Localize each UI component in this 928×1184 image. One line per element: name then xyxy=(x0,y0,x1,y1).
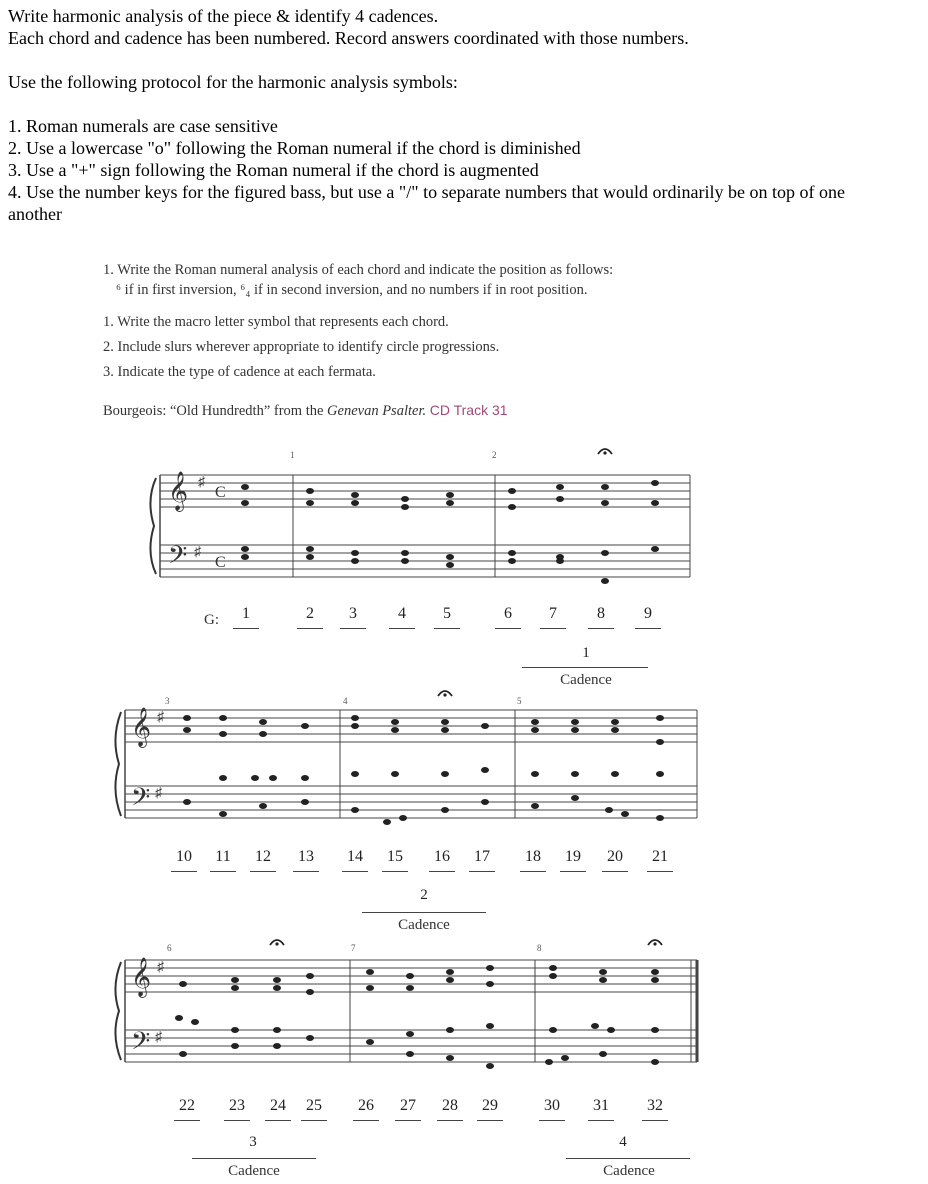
cadence-label: Cadence xyxy=(228,1163,280,1179)
cadence-blank[interactable] xyxy=(192,1158,316,1159)
chord-answer-blank[interactable] xyxy=(171,871,197,872)
svg-text:𝄞: 𝄞 xyxy=(131,707,152,747)
chord-number: 6 xyxy=(504,605,512,622)
measure-number: 2 xyxy=(492,450,497,460)
chord-answer-blank[interactable] xyxy=(382,871,408,872)
chord-answer-blank[interactable] xyxy=(539,1120,565,1121)
measure-number: 8 xyxy=(537,943,542,953)
chord-answer-blank[interactable] xyxy=(342,871,368,872)
piece-composer: Bourgeois: “Old Hundredth” from the xyxy=(103,403,324,419)
chord-answer-blank[interactable] xyxy=(353,1120,379,1121)
chord-number: 20 xyxy=(607,848,623,865)
cadence-blank[interactable] xyxy=(522,667,648,668)
protocol-rule-4: 4. Use the number keys for the figured bass, but use a "/" to separate numbers that would ordinarily be on top of one xyxy=(8,182,845,202)
chord-answer-blank[interactable] xyxy=(477,1120,503,1121)
svg-text:♯: ♯ xyxy=(155,1030,162,1045)
chord-number: 9 xyxy=(644,605,652,622)
chord-answer-blank[interactable] xyxy=(301,1120,327,1121)
svg-text:♯: ♯ xyxy=(155,786,162,801)
protocol-rule-4-continued: another xyxy=(8,204,62,224)
chord-number: 28 xyxy=(442,1097,458,1114)
chord-number: 15 xyxy=(387,848,403,865)
chord-number: 24 xyxy=(270,1097,286,1114)
chord-number: 31 xyxy=(593,1097,609,1114)
book-item-2: 2. Include slurs wherever appropriate to identify circle progressions. xyxy=(103,339,500,355)
instruction-line-1: Write harmonic analysis of the piece & identify 4 cadences. xyxy=(8,6,439,26)
piece-source: Genevan Psalter. xyxy=(327,403,427,419)
svg-text:𝄢: 𝄢 xyxy=(168,541,188,576)
chord-answer-blank[interactable] xyxy=(210,871,236,872)
svg-text:♯: ♯ xyxy=(198,475,205,490)
instruction-line-2: Each chord and cadence has been numbered. Record answers coordinated with those numbers. xyxy=(8,28,689,48)
chord-answer-blank[interactable] xyxy=(495,628,521,629)
chord-answer-blank[interactable] xyxy=(389,628,415,629)
key-label: G: xyxy=(204,612,219,628)
svg-text:♯: ♯ xyxy=(194,545,201,560)
cadence-number: 3 xyxy=(249,1134,257,1150)
cadence-blank[interactable] xyxy=(566,1158,690,1159)
svg-text:C: C xyxy=(215,484,226,501)
chord-answer-blank[interactable] xyxy=(297,628,323,629)
music-system-3 xyxy=(105,935,705,1075)
chord-number: 29 xyxy=(482,1097,498,1114)
cadence-label: Cadence xyxy=(603,1163,655,1179)
chord-answer-blank[interactable] xyxy=(340,628,366,629)
protocol-rule-2: 2. Use a lowercase "o" following the Roman numeral if the chord is diminished xyxy=(8,138,581,158)
svg-text:C: C xyxy=(215,554,226,571)
chord-answer-blank[interactable] xyxy=(434,628,460,629)
chord-answer-blank[interactable] xyxy=(429,871,455,872)
chord-answer-blank[interactable] xyxy=(560,871,586,872)
chord-number: 12 xyxy=(255,848,271,865)
cd-track: CD Track 31 xyxy=(429,402,508,418)
measure-number: 5 xyxy=(517,696,522,706)
svg-text:♯: ♯ xyxy=(157,710,164,725)
svg-text:𝄞: 𝄞 xyxy=(131,957,152,997)
chord-number: 23 xyxy=(229,1097,245,1114)
book-item-1: 1. Write the macro letter symbol that represents each chord. xyxy=(103,314,449,330)
chord-number: 7 xyxy=(549,605,557,622)
chord-number: 27 xyxy=(400,1097,416,1114)
chord-number: 10 xyxy=(176,848,192,865)
chord-answer-blank[interactable] xyxy=(250,871,276,872)
chord-number: 25 xyxy=(306,1097,322,1114)
chord-answer-blank[interactable] xyxy=(233,628,259,629)
chord-number: 13 xyxy=(298,848,314,865)
cadence-label: Cadence xyxy=(560,672,612,688)
music-system-1 xyxy=(140,440,700,590)
chord-answer-blank[interactable] xyxy=(174,1120,200,1121)
book-item-3: 3. Indicate the type of cadence at each fermata. xyxy=(103,364,376,380)
chord-number: 21 xyxy=(652,848,668,865)
chord-answer-blank[interactable] xyxy=(265,1120,291,1121)
chord-answer-blank[interactable] xyxy=(588,628,614,629)
svg-text:𝄞: 𝄞 xyxy=(168,471,189,511)
chord-answer-blank[interactable] xyxy=(520,871,546,872)
chord-number: 5 xyxy=(443,605,451,622)
svg-text:♯: ♯ xyxy=(157,960,164,975)
svg-text:𝄢: 𝄢 xyxy=(131,783,151,818)
chord-number: 4 xyxy=(398,605,406,622)
chord-answer-blank[interactable] xyxy=(469,871,495,872)
chord-answer-blank[interactable] xyxy=(588,1120,614,1121)
chord-answer-blank[interactable] xyxy=(293,871,319,872)
chord-number: 22 xyxy=(179,1097,195,1114)
cadence-number: 2 xyxy=(420,887,428,903)
chord-number: 1 xyxy=(242,605,250,622)
measure-number: 1 xyxy=(290,450,295,460)
chord-answer-blank[interactable] xyxy=(437,1120,463,1121)
measure-number: 3 xyxy=(165,696,170,706)
book-task-1: 1. Write the Roman numeral analysis of each chord and indicate the position as follows: xyxy=(103,262,614,278)
chord-number: 32 xyxy=(647,1097,663,1114)
cadence-blank[interactable] xyxy=(362,912,486,913)
music-system-2 xyxy=(105,690,705,830)
chord-number: 19 xyxy=(565,848,581,865)
chord-answer-blank[interactable] xyxy=(395,1120,421,1121)
chord-answer-blank[interactable] xyxy=(540,628,566,629)
chord-answer-blank[interactable] xyxy=(602,871,628,872)
chord-answer-blank[interactable] xyxy=(635,628,661,629)
chord-answer-blank[interactable] xyxy=(647,871,673,872)
chord-number: 30 xyxy=(544,1097,560,1114)
chord-number: 3 xyxy=(349,605,357,622)
protocol-rule-1: 1. Roman numerals are case sensitive xyxy=(8,116,278,136)
protocol-rule-3: 3. Use a "+" sign following the Roman numeral if the chord is augmented xyxy=(8,160,539,180)
chord-number: 17 xyxy=(474,848,490,865)
chord-number: 14 xyxy=(347,848,363,865)
chord-number: 2 xyxy=(306,605,314,622)
measure-number: 6 xyxy=(167,943,172,953)
cadence-number: 1 xyxy=(582,645,590,661)
svg-text:𝄢: 𝄢 xyxy=(131,1027,151,1062)
piece-title xyxy=(103,402,508,420)
measure-number: 7 xyxy=(351,943,356,953)
chord-number: 11 xyxy=(215,848,231,865)
chord-answer-blank[interactable] xyxy=(224,1120,250,1121)
chord-answer-blank[interactable] xyxy=(642,1120,668,1121)
measure-number: 4 xyxy=(343,696,348,706)
book-task-1-position: ⁶ if in first inversion, ⁶₄ if in second inversion, and no numbers if in root position. xyxy=(116,282,588,298)
cadence-number: 4 xyxy=(619,1134,627,1150)
chord-number: 8 xyxy=(597,605,605,622)
chord-number: 26 xyxy=(358,1097,374,1114)
cadence-label: Cadence xyxy=(398,917,450,933)
chord-number: 18 xyxy=(525,848,541,865)
chord-number: 16 xyxy=(434,848,450,865)
protocol-intro: Use the following protocol for the harmonic analysis symbols: xyxy=(8,72,458,92)
